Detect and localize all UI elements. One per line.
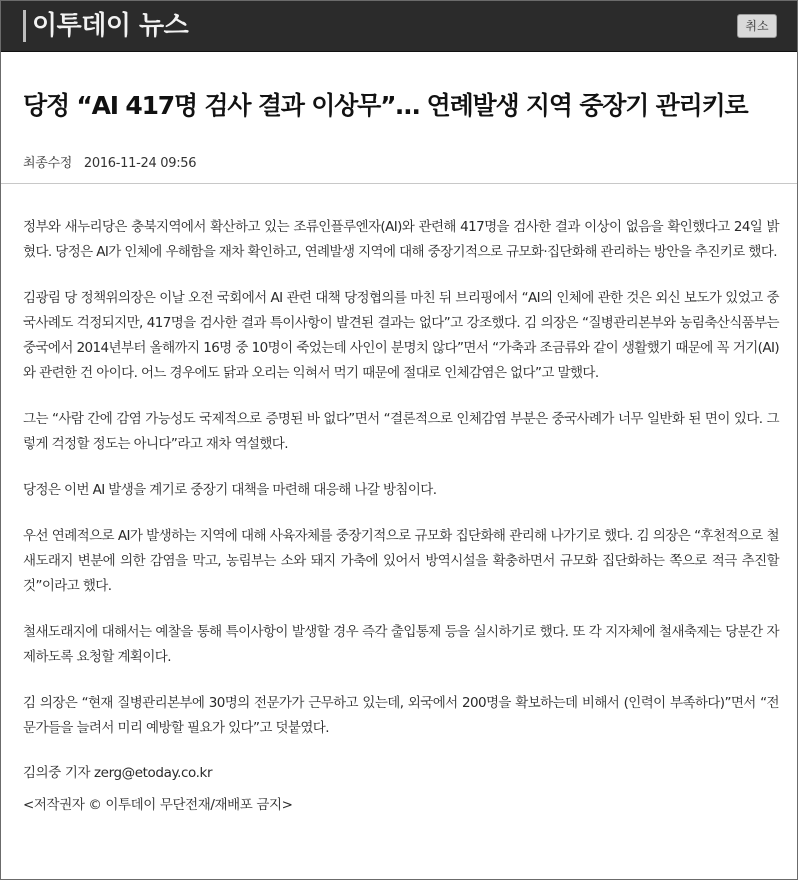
article-paragraph: 당정은 이번 AI 발생을 계기로 중장기 대책을 마련해 대응해 나갈 방침이다. (23, 482, 437, 498)
article-paragraph: 그는 “사람 간에 감염 가능성도 국제적으로 증명된 바 없다”면서 “결론적으로 인체감염 부분은 중국사례가 너무 일반화 된 면이 있다. 그렇게 걱정할 정도는 아니다”라고 재차 역설했다. (23, 411, 779, 452)
cancel-button[interactable]: 취소 (737, 14, 777, 38)
article-paragraph: 우선 연례적으로 AI가 발생하는 지역에 대해 사육자체를 중장기적으로 규모화 집단화해 관리해 나가기로 했다. 김 의장은 “후천적으로 철새도래지 변분에 의한 감염을 막고, 농림부는 소와 돼지 가축에 있어서 방역시설을 확충하면서 규모화 집단화하는 쪽으로 적극 추진할 것”이라고 했다. (23, 528, 779, 594)
article-paragraph: 김광림 당 정책위의장은 이날 오전 국회에서 AI 관련 대책 당정협의를 마친 뒤 브리핑에서 “AI의 인체에 관한 것은 외신 보도가 있었고 중국사례도 걱정되지만, 417명을 검사한 결과 특이사항이 발견된 결과는 없다”고 강조했다. 김 의장은 “질병관리본부와 농림축산식품부는 중국에서 2014년부터 올해까지 16명 중 10명이 죽었는데 사인이 분명치 않다”면서 “가축과 조금류와 같이 생활했기 때문에 꼭 거기(AI)와 관련한 건 아이다. 어느 경우에도 닭과 오리는 익혀서 먹기 때문에 절대로 인체감염은 없다”고 말했다. (23, 290, 779, 381)
article-meta (23, 152, 196, 171)
article-title: 당정 “AI 417명 검사 결과 이상무”… 연례발생 지역 중장기 관리키로 (23, 91, 748, 120)
updated-timestamp: 2016-11-24 09:56 (83, 156, 197, 171)
updated-label: 최종수정 (23, 156, 73, 171)
article-body (23, 215, 779, 816)
article-paragraph: 정부와 새누리당은 충북지역에서 확산하고 있는 조류인플루엔자(AI)와 관련해 417명을 검사한 결과 이상이 없음을 확인했다고 24일 밝혔다. 당정은 AI가 인체에 우해함을 재차 확인하고, 연례발생 지역에 대해 중장기적으로 규모화·집단화해 관리하는 방안을 추진키로 했다. (23, 219, 779, 260)
copyright-notice: <저작권자 © 이투데이 무단전재/재배포 금지> (23, 797, 293, 813)
header-bar (1, 1, 797, 52)
title-divider (1, 183, 797, 184)
article-paragraph: 김 의장은 “현재 질병관리본부에 30명의 전문가가 근무하고 있는데, 외국에서 200명을 확보하는데 비해서 (인력이 부족하다)”면서 “전문가들을 늘려서 미리 예방할 필요가 있다”고 덧붙였다. (23, 695, 779, 736)
article-paragraph: 철새도래지에 대해서는 예찰을 통해 특이사항이 발생할 경우 즉각 출입통제 등을 실시하기로 했다. 또 각 지자체에 철새축제는 당분간 자제하도록 요청할 계획이다. (23, 624, 779, 665)
reporter-byline: 김의중 기자 zerg@etoday.co.kr (23, 765, 213, 781)
brand-logo: 이투데이 뉴스 (23, 10, 188, 42)
